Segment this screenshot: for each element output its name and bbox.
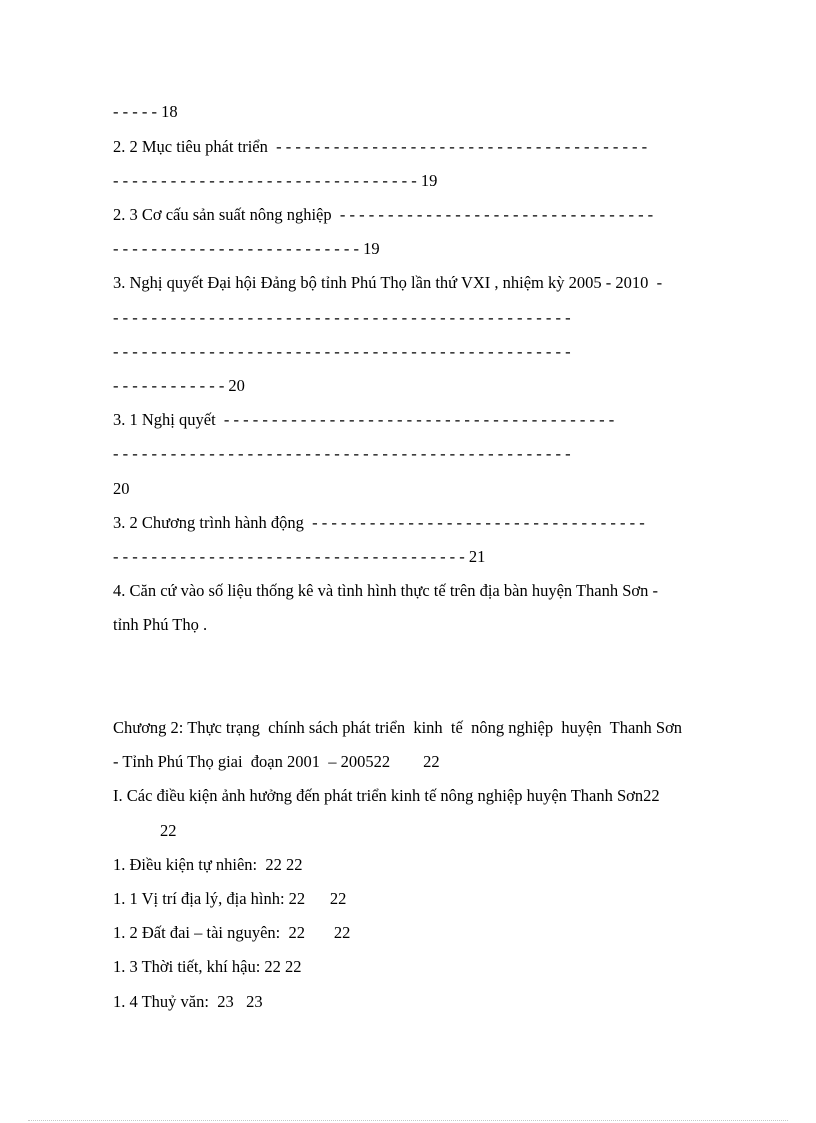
toc-line: Chương 2: Thực trạng chính sách phát triển kinh tế nông nghiệp huyện Thanh Sơn bbox=[113, 718, 683, 737]
toc-line: 1. Điều kiện tự nhiên: 22 22 bbox=[113, 855, 303, 874]
toc-line: - Tỉnh Phú Thọ giai đoạn 2001 – 200522 22 bbox=[113, 752, 440, 771]
toc-line: - - - - - - - - - - - - - - - - - - - - - - - - - - - - - - - - - - - - - - - - - - - - - - - - bbox=[113, 444, 571, 463]
toc-line: - - - - - - - - - - - - - - - - - - - - - - - - - - 19 bbox=[113, 239, 380, 258]
page-bottom-border bbox=[28, 1120, 788, 1121]
toc-line: 1. 1 Vị trí địa lý, địa hình: 22 22 bbox=[113, 889, 347, 908]
toc-line: - - - - - - - - - - - - - - - - - - - - - - - - - - - - - - - - - - - - - - - - - - - - - - - - bbox=[113, 308, 571, 327]
toc-line: - - - - - - - - - - - - 20 bbox=[113, 376, 245, 395]
toc-line: 3. 1 Nghị quyết - - - - - - - - - - - - - - - - - - - - - - - - - - - - - - - - - - - - - - - - - bbox=[113, 410, 615, 429]
toc-line: 1. 3 Thời tiết, khí hậu: 22 22 bbox=[113, 957, 302, 976]
toc-line: - - - - - - - - - - - - - - - - - - - - - - - - - - - - - - - - - - - - - - - - - - - - - - - - bbox=[113, 342, 571, 361]
toc-line: 1. 4 Thuỷ văn: 23 23 bbox=[113, 992, 263, 1011]
toc-line: - - - - - - - - - - - - - - - - - - - - - - - - - - - - - - - - 19 bbox=[113, 171, 438, 190]
toc-line: - - - - - - - - - - - - - - - - - - - - - - - - - - - - - - - - - - - - - 21 bbox=[113, 547, 486, 566]
toc-line: 3. 2 Chương trình hành động - - - - - - - - - - - - - - - - - - - - - - - - - - - - - - - - - - - bbox=[113, 513, 645, 532]
toc-line: - - - - - 18 bbox=[113, 102, 178, 121]
toc-line: 1. 2 Đất đai – tài nguyên: 22 22 bbox=[113, 923, 351, 942]
toc-line: 2. 2 Mục tiêu phát triển - - - - - - - - - - - - - - - - - - - - - - - - - - - - - - - - - - - - - - - bbox=[113, 137, 648, 156]
toc-line: 3. Nghị quyết Đại hội Đảng bộ tỉnh Phú Thọ lần thứ VXI , nhiệm kỳ 2005 - 2010 - bbox=[113, 273, 663, 292]
toc-line: I. Các điều kiện ảnh hưởng đến phát triển kinh tế nông nghiệp huyện Thanh Sơn22 bbox=[113, 786, 660, 805]
toc-line: 20 bbox=[113, 479, 130, 498]
toc-line: 2. 3 Cơ cấu sản suất nông nghiệp - - - - - - - - - - - - - - - - - - - - - - - - - - - - - - - - - bbox=[113, 205, 654, 224]
toc-line: 22 bbox=[160, 821, 177, 840]
toc-line: tỉnh Phú Thọ . bbox=[113, 615, 208, 634]
toc-line: 4. Căn cứ vào số liệu thống kê và tình hình thực tế trên địa bàn huyện Thanh Sơn - bbox=[113, 581, 659, 600]
